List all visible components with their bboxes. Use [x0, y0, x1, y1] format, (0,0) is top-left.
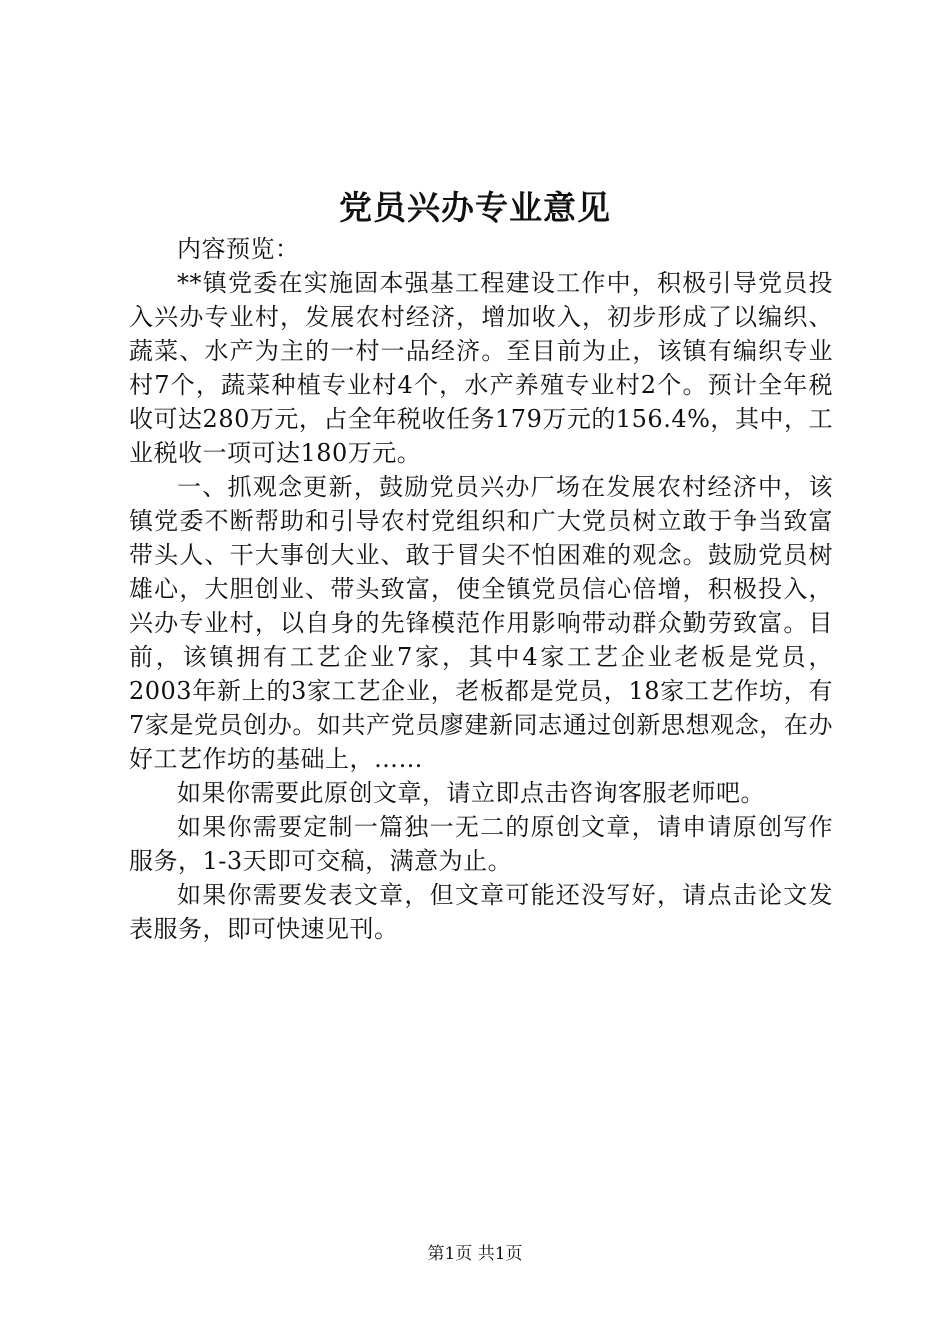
paragraph-custom-writing: 如果你需要定制一篇独一无二的原创文章，请申请原创写作服务，1-3天即可交稿，满意为止。	[129, 813, 833, 875]
document-title: 党员兴办专业意见	[339, 188, 611, 227]
page-footer: 第1页 共1页	[427, 1244, 523, 1264]
paragraph-intro: **镇党委在实施固本强基工程建设工作中，积极引导党员投入兴办专业村，发展农村经济，增加收入，初步形成了以编织、蔬菜、水产为主的一村一品经济。至目前为止，该镇有编织专业村7个，蔬菜种植专业村4个，水产养殖专业村2个。预计全年税收可达280万元，占全年税收任务179万元的156.4%，其中，工业税收一项可达180万元。	[129, 269, 833, 467]
paragraph-publishing: 如果你需要发表文章，但文章可能还没写好，请点击论文发表服务，即可快速见刊。	[129, 881, 833, 943]
preview-label: 内容预览：	[177, 235, 300, 263]
paragraph-consult: 如果你需要此原创文章，请立即点击咨询客服老师吧。	[177, 779, 765, 807]
document-body	[129, 232, 833, 946]
paragraph-section-one: 一、抓观念更新，鼓励党员兴办厂场在发展农村经济中，该镇党委不断帮助和引导农村党组织和广大党员树立敢于争当致富带头人、干大事创大业、敢于冒尖不怕困难的观念。鼓励党员树雄心，大胆创业、带头致富，使全镇党员信心倍增，积极投入，兴办专业村，以自身的先锋模范作用影响带动群众勤劳致富。目前，该镇拥有工艺企业7家，其中4家工艺企业老板是党员，2003年新上的3家工艺企业，老板都是党员，18家工艺作坊，有7家是党员创办。如共产党员廖建新同志通过创新思想观念，在办好工艺作坊的基础上，……	[129, 473, 833, 773]
